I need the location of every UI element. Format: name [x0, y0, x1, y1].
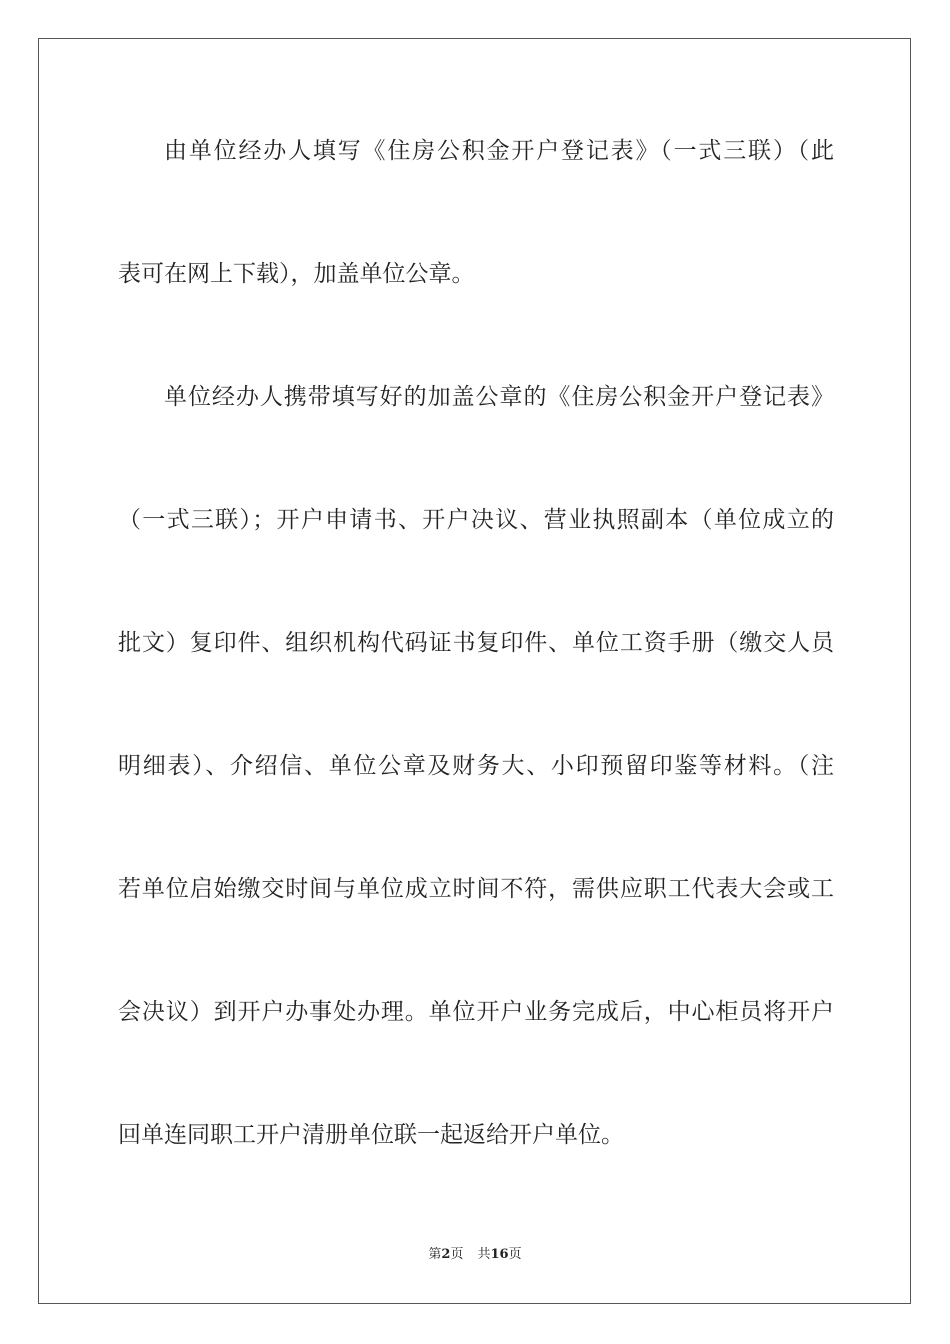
paragraph-1-line-2: 表可在网上下载），加盖单位公章。 [118, 261, 475, 287]
total-suffix: 页 [508, 1247, 522, 1262]
total-pages: 16 [490, 1247, 509, 1262]
paragraph-2-line-5: 若单位启始缴交时间与单位成立时间不符，需供应职工代表大会或工 [118, 876, 834, 902]
page-number: 2 [441, 1247, 451, 1262]
page-footer [0, 1246, 950, 1264]
paragraph-1-line-1: 由单位经办人填写《住房公积金开户登记表》（一式三联）（此 [164, 138, 834, 164]
paragraph-2-line-3: 批文）复印件、组织机构代码证书复印件、单位工资手册（缴交人员 [118, 630, 834, 656]
total-prefix: 共 [477, 1247, 491, 1262]
page-border [38, 38, 911, 1304]
page-suffix: 页 [450, 1247, 464, 1262]
paragraph-2-line-7: 回单连同职工开户清册单位联一起返给开户单位。 [118, 1122, 624, 1148]
paragraph-2-line-4: 明细表）、介绍信、单位公章及财务大、小印预留印鉴等材料。（注 [118, 753, 834, 779]
page-prefix: 第 [428, 1247, 442, 1262]
paragraph-2-line-6: 会决议）到开户办事处办理。单位开户业务完成后，中心柜员将开户 [118, 999, 834, 1025]
paragraph-2-line-2: （一式三联）；开户申请书、开户决议、营业执照副本（单位成立的 [118, 507, 834, 533]
paragraph-2-line-1: 单位经办人携带填写好的加盖公章的《住房公积金开户登记表》 [164, 384, 834, 410]
